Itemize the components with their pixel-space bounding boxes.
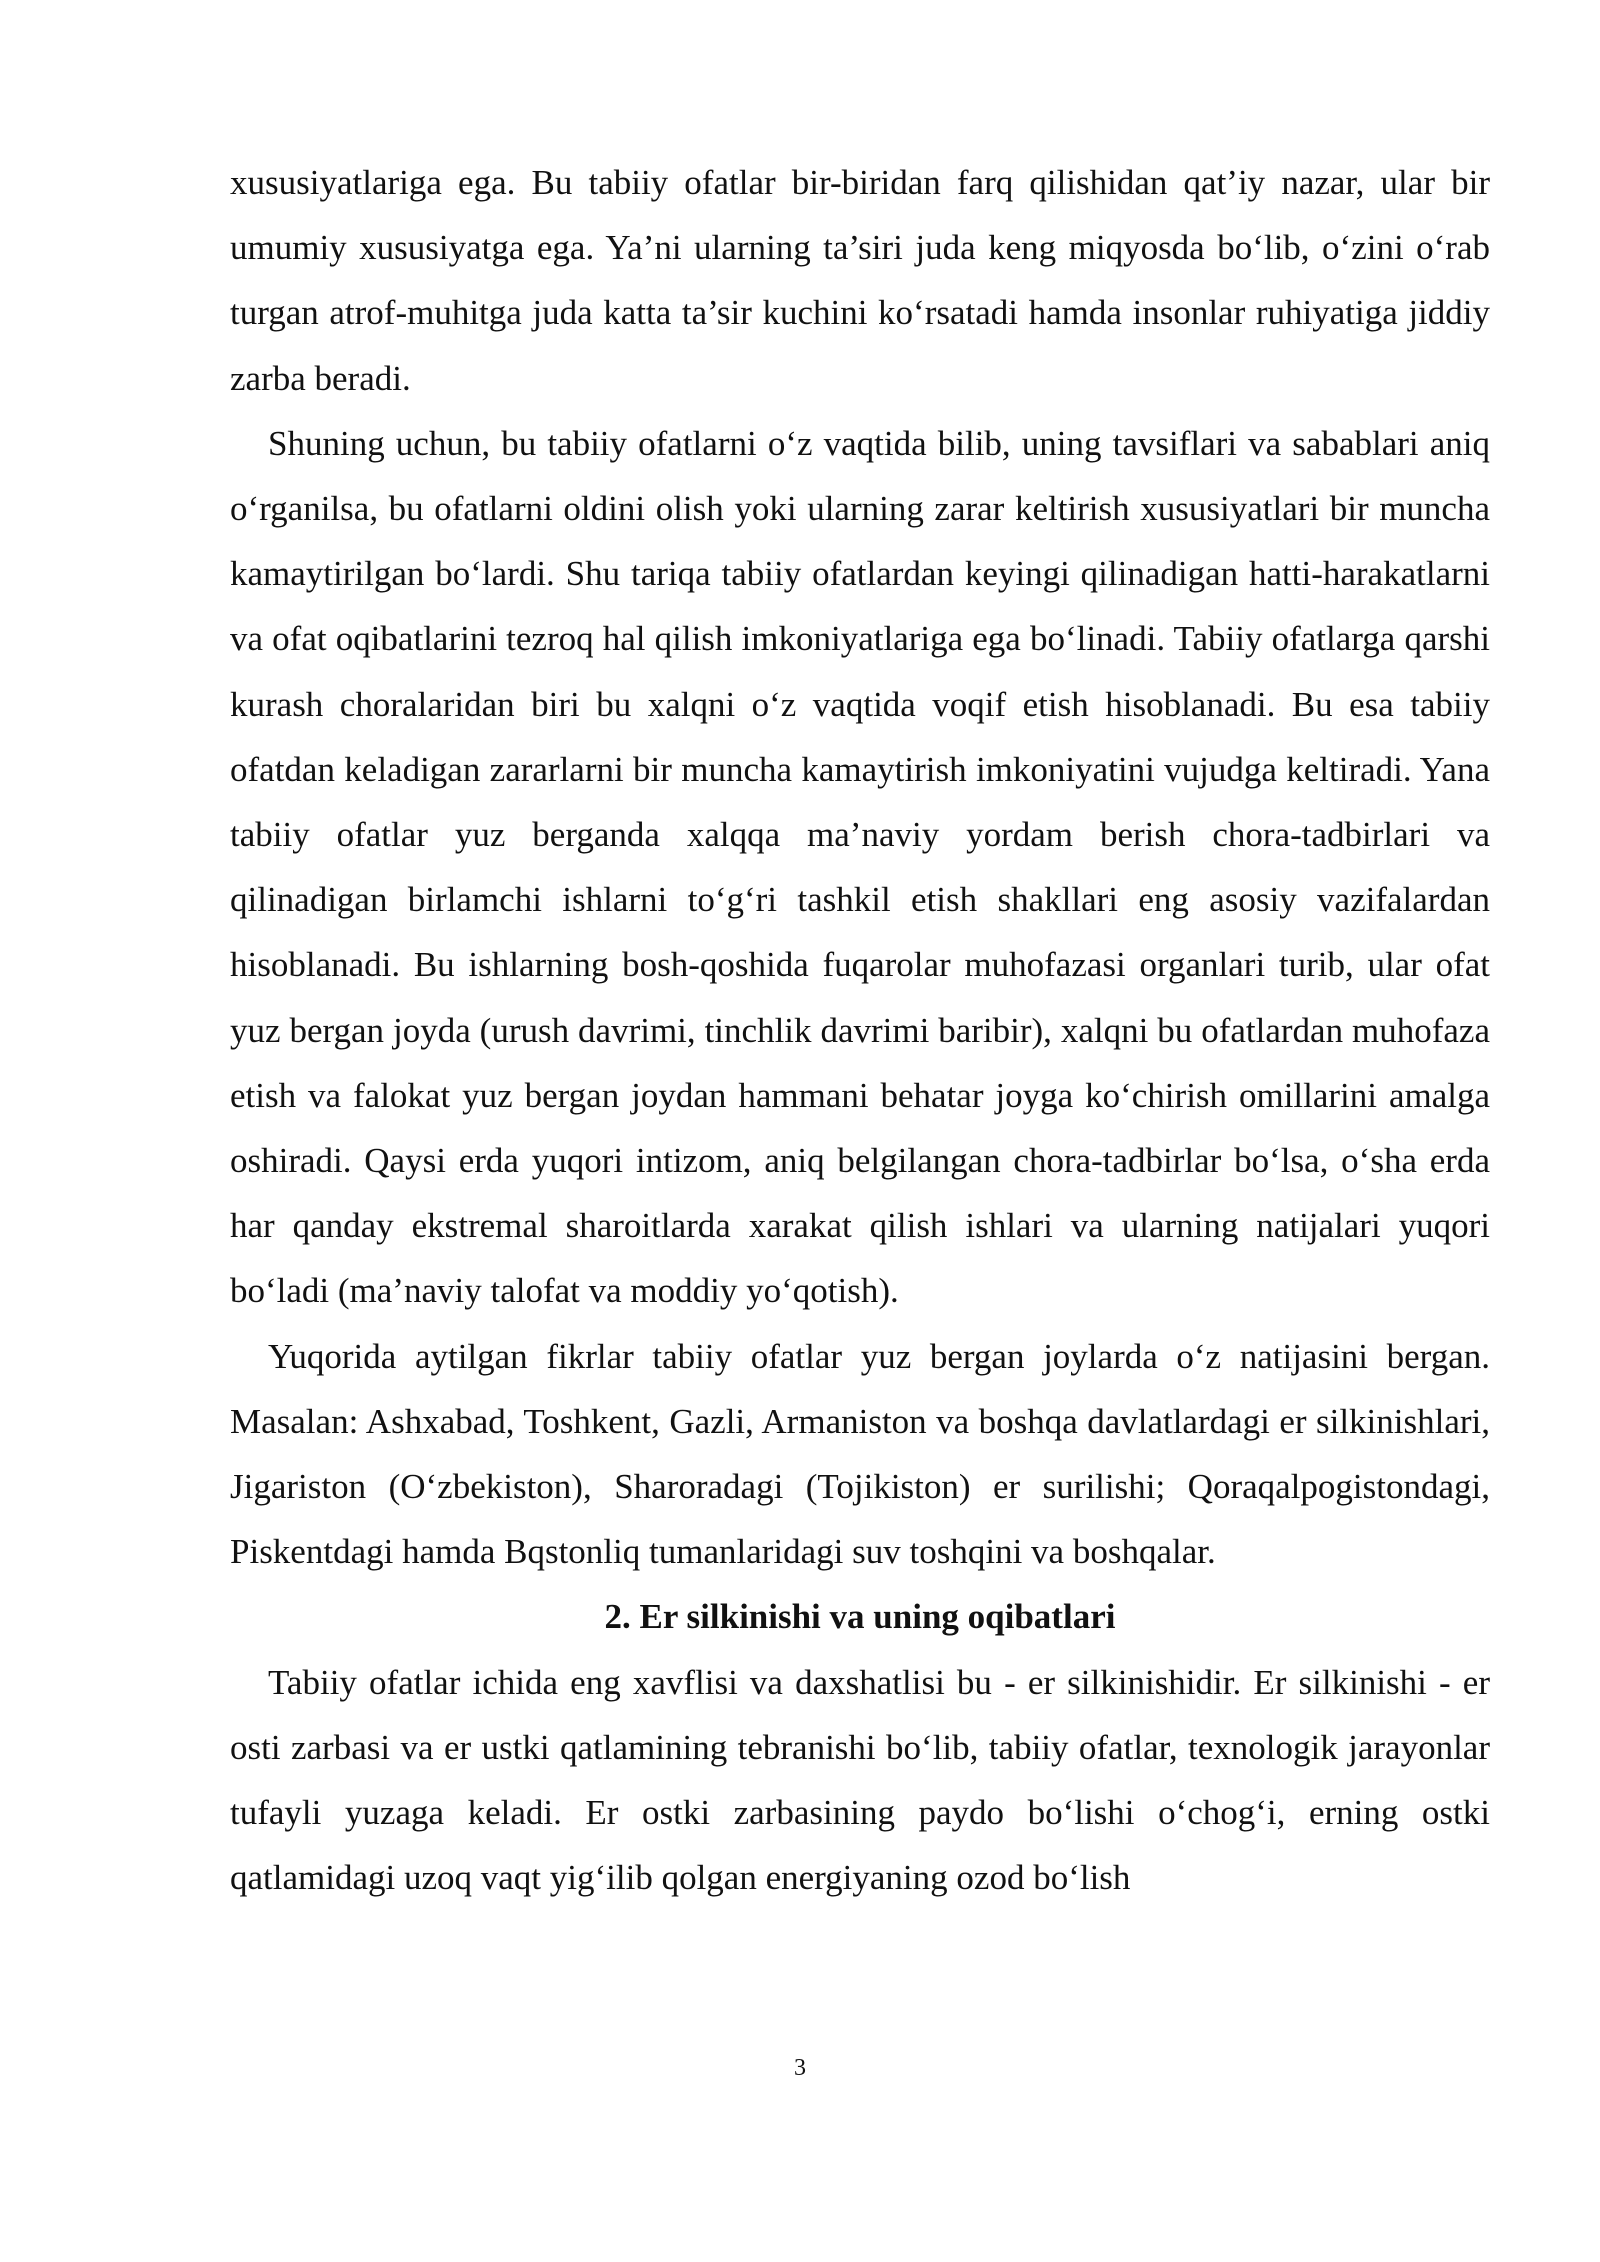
paragraph-prevention: Shuning uchun, bu tabiiy ofatlarni o‘z vaqtida bilib, uning tavsiflari va sabablari aniq o‘rganilsa, bu ofatlarni oldini olish yoki ularning zarar keltirish xususiyatlari bir muncha kamaytirilgan bo‘lardi. Shu tariqa tabiiy ofatlardan keyingi qilinadigan hatti-harakatlarni va ofat oqibatlarini tezroq hal qilish imkoniyatlariga ega bo‘linadi. Tabiiy ofatlarga qarshi kurash choralaridan biri bu xalqni o‘z vaqtida voqif etish hisoblanadi. Bu esa tabiiy ofatdan keladigan zararlarni bir muncha kamaytirish imkoniyatini vujudga keltiradi. Yana tabiiy ofatlar yuz berganda xalqqa ma’naviy yordam berish chora-tadbirlari va qilinadigan birlamchi ishlarni to‘g‘ri tashkil etish shakllari eng asosiy vazifalardan hisoblanadi. Bu ishlarning bosh-qoshida fuqarolar muhofazasi organlari turib, ular ofat yuz bergan joyda (urush davrimi, tinchlik davrimi baribir), xalqni bu ofatlardan muhofaza etish va falokat yuz bergan joydan hammani behatar joyga ko‘chirish omillarini amalga oshiradi. Qaysi erda yuqori intizom, aniq belgilangan chora-tadbirlar bo‘lsa, o‘sha erda har qanday ekstremal sharoitlarda xarakat qilish ishlari va ularning natijalari yuqori bo‘ladi (ma’naviy talofat va moddiy yo‘qotish). — [230, 423, 1490, 1311]
page-number: 3 — [794, 2055, 806, 2081]
section-heading: 2. Er silkinishi va uning oqibatlari — [604, 1597, 1116, 1637]
document-page — [230, 150, 1490, 1910]
paragraph-earthquake: Tabiiy ofatlar ichida eng xavflisi va daxshatlisi bu - er silkinishidir. Er silkinishi - er osti zarbasi va er ustki qatlamining tebranishi bo‘lib, tabiiy ofatlar, texnologik jarayonlar tufayli yuzaga keladi. Er ostki zarbasining paydo bo‘lishi o‘chog‘i, erning ostki qatlamidagi uzoq vaqt yig‘ilib qolgan energiyaning ozod bo‘lish — [230, 1662, 1490, 1898]
paragraph-continuation: xususiyatlariga ega. Bu tabiiy ofatlar bir-biridan farq qilishidan qat’iy nazar, ular bir umumiy xususiyatga ega. Ya’ni ularning ta’siri juda keng miqyosda bo‘lib, o‘zini o‘rab turgan atrof-muhitga juda katta ta’sir kuchini ko‘rsatadi hamda insonlar ruhiyatiga jiddiy zarba beradi. — [230, 163, 1490, 398]
paragraph-examples: Yuqorida aytilgan fikrlar tabiiy ofatlar yuz bergan joylarda o‘z natijasini bergan. Masalan: Ashxabad, Toshkent, Gazli, Armaniston va boshqa davlatlardagi er silkinishlari, Jigariston (O‘zbekiston), Sharoradagi (Tojikiston) er surilishi; Qoraqalpogistondagi, Piskentdagi hamda Bqstonliq tumanlaridagi suv toshqini va boshqalar. — [230, 1336, 1490, 1572]
